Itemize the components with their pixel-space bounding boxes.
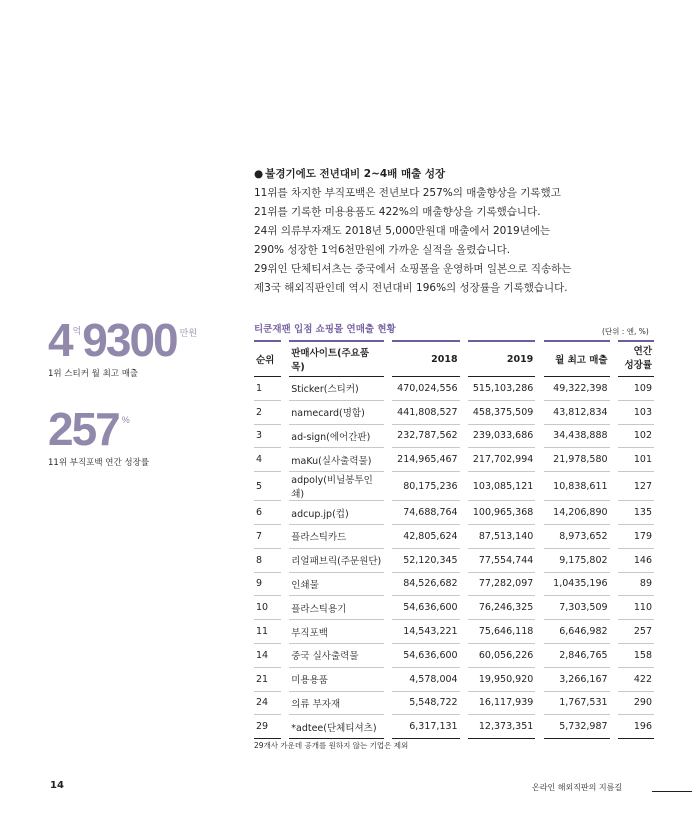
cell-growth: 127 [618,472,654,501]
cell-2018: 84,526,682 [392,573,459,597]
intro-line: 24위 의류부자재도 2018년 5,000만원대 매출에서 2019년에는 [254,225,551,237]
table-row [254,668,654,692]
cell-2019: 458,375,509 [468,401,535,425]
header-growth [618,340,654,377]
cell-rank: 4 [254,448,281,472]
table-row [254,692,654,716]
cell-2018: 74,688,764 [392,501,459,525]
cell-rank: 29 [254,715,281,739]
table-row [254,377,654,401]
cell-2019: 103,085,121 [468,472,535,501]
table-row [254,573,654,597]
cell-site: 리얼패브릭(주문원단) [289,549,384,573]
cell-2018: 54,636,600 [392,596,459,620]
cell-2018: 232,787,562 [392,425,459,449]
cell-2019: 239,033,686 [468,425,535,449]
unit-note: (단위 : 엔, %) [602,327,649,336]
cell-2018: 4,578,004 [392,668,459,692]
cell-rank: 21 [254,668,281,692]
table-row [254,596,654,620]
cell-growth: 89 [618,573,654,597]
cell-2018: 5,548,722 [392,692,459,716]
stat-monthly-max-sales [48,314,198,379]
cell-2018: 80,175,236 [392,472,459,501]
cell-2018: 6,317,131 [392,715,459,739]
intro-line: 29위인 단체티셔츠는 중국에서 쇼핑몰을 운영하며 일본으로 직송하는 [254,263,572,275]
table-row [254,644,654,668]
cell-rank: 6 [254,501,281,525]
intro-line: 11위를 차지한 부직포백은 전년보다 257%의 매출향상을 기록했고 [254,187,561,199]
header-growth-line2: 성장률 [624,360,652,371]
header-2018: 2018 [392,340,459,377]
cell-rank: 7 [254,525,281,549]
cell-monthly-max: 49,322,398 [544,377,610,401]
cell-2019: 77,554,744 [468,549,535,573]
cell-growth: 109 [618,377,654,401]
cell-growth: 179 [618,525,654,549]
cell-monthly-max: 10,838,611 [544,472,610,501]
cell-site: adpoly(비닐봉투인쇄) [289,472,384,501]
cell-rank: 5 [254,472,281,501]
cell-2019: 76,246,325 [468,596,535,620]
cell-monthly-max: 14,206,890 [544,501,610,525]
cell-monthly-max: 1,0435,196 [544,573,610,597]
cell-2019: 19,950,920 [468,668,535,692]
cell-rank: 3 [254,425,281,449]
table-row [254,448,654,472]
stat-number: 257 [48,403,119,455]
cell-growth: 101 [618,448,654,472]
cell-2019: 16,117,939 [468,692,535,716]
cell-2018: 54,636,600 [392,644,459,668]
stat-number: 9300 [82,314,177,366]
cell-2018: 42,805,624 [392,525,459,549]
cell-site: 인쇄물 [289,573,384,597]
cell-monthly-max: 2,846,765 [544,644,610,668]
cell-growth: 146 [618,549,654,573]
stat-unit: % [121,415,130,425]
table-row [254,549,654,573]
cell-rank: 14 [254,644,281,668]
cell-growth: 110 [618,596,654,620]
intro-section [254,165,694,298]
table-row [254,425,654,449]
cell-site: adcup.jp(컵) [289,501,384,525]
cell-monthly-max: 9,175,802 [544,549,610,573]
table-row [254,620,654,644]
cell-2018: 214,965,467 [392,448,459,472]
cell-site: 의류 부자재 [289,692,384,716]
cell-growth: 103 [618,401,654,425]
table-row [254,525,654,549]
header-growth-line1: 연간 [633,346,652,357]
stat-caption: 1위 스티커 월 최고 매출 [48,369,139,379]
cell-2019: 87,513,140 [468,525,535,549]
page-number: 14 [50,780,64,791]
cell-2019: 12,373,351 [468,715,535,739]
table-row [254,501,654,525]
cell-monthly-max: 1,767,531 [544,692,610,716]
cell-monthly-max: 7,303,509 [544,596,610,620]
cell-site: 미용용품 [289,668,384,692]
header-2019: 2019 [468,340,535,377]
stat-unit: 만원 [179,328,198,338]
stat-value [48,314,198,366]
cell-growth: 290 [618,692,654,716]
table-body [254,377,654,739]
cell-2019: 75,646,118 [468,620,535,644]
table-title: 티쿤재팬 입점 쇼핑몰 연매출 현황 [254,324,396,335]
cell-2018: 52,120,345 [392,549,459,573]
cell-rank: 10 [254,596,281,620]
footer-rule [652,791,692,792]
cell-site: *adtee(단체티셔츠) [289,715,384,739]
cell-monthly-max: 3,266,167 [544,668,610,692]
cell-monthly-max: 43,812,834 [544,401,610,425]
stat-caption: 11위 부직포백 연간 성장률 [48,458,150,468]
stat-annual-growth [48,403,150,468]
running-title: 온라인 해외직판의 지름길 [532,783,623,792]
bullet-icon: ● [254,168,264,180]
cell-rank: 9 [254,573,281,597]
cell-site: namecard(명함) [289,401,384,425]
intro-line: 21위를 기록한 미용용품도 422%의 매출향상을 기록했습니다. [254,206,541,218]
cell-growth: 158 [618,644,654,668]
table-row [254,401,654,425]
cell-growth: 102 [618,425,654,449]
table-header-row [254,340,654,377]
table-row [254,472,654,501]
cell-site: ad-sign(에어간판) [289,425,384,449]
stat-value [48,403,149,455]
sales-table [254,340,654,739]
cell-site: Sticker(스티커) [289,377,384,401]
cell-rank: 8 [254,549,281,573]
cell-site: 부직포백 [289,620,384,644]
cell-site: 중국 실사출력물 [289,644,384,668]
cell-2018: 470,024,556 [392,377,459,401]
cell-site: 플라스틱용기 [289,596,384,620]
cell-rank: 2 [254,401,281,425]
header-rank: 순위 [254,340,281,377]
cell-2018: 14,543,221 [392,620,459,644]
cell-2019: 515,103,286 [468,377,535,401]
cell-site: 플라스틱카드 [289,525,384,549]
cell-monthly-max: 5,732,987 [544,715,610,739]
cell-monthly-max: 8,973,652 [544,525,610,549]
cell-growth: 257 [618,620,654,644]
cell-2019: 60,056,226 [468,644,535,668]
cell-monthly-max: 34,438,888 [544,425,610,449]
table-row [254,715,654,739]
cell-2019: 217,702,994 [468,448,535,472]
cell-growth: 196 [618,715,654,739]
cell-growth: 135 [618,501,654,525]
table-footnote: 29개사 가운데 공개를 원하지 않는 기업은 제외 [254,741,409,750]
cell-monthly-max: 6,646,982 [544,620,610,644]
header-site: 판매사이트(주요품목) [289,340,384,377]
cell-growth: 422 [618,668,654,692]
cell-site: maKu(실사출력물) [289,448,384,472]
stat-mid-unit: 억 [72,326,82,336]
cell-rank: 1 [254,377,281,401]
cell-monthly-max: 21,978,580 [544,448,610,472]
cell-2018: 441,808,527 [392,401,459,425]
cell-rank: 11 [254,620,281,644]
cell-2019: 100,965,368 [468,501,535,525]
intro-heading [254,165,694,184]
header-monthly-max: 월 최고 매출 [544,340,610,377]
intro-line: 제3국 해외직판인데 역시 전년대비 196%의 성장률을 기록했습니다. [254,282,568,294]
cell-rank: 24 [254,692,281,716]
intro-heading-text: 불경기에도 전년대비 2~4배 매출 성장 [265,168,446,180]
stat-prefix: 4 [48,314,72,366]
intro-line: 290% 성장한 1억6천만원에 가까운 실적을 올렸습니다. [254,244,511,256]
cell-2019: 77,282,097 [468,573,535,597]
